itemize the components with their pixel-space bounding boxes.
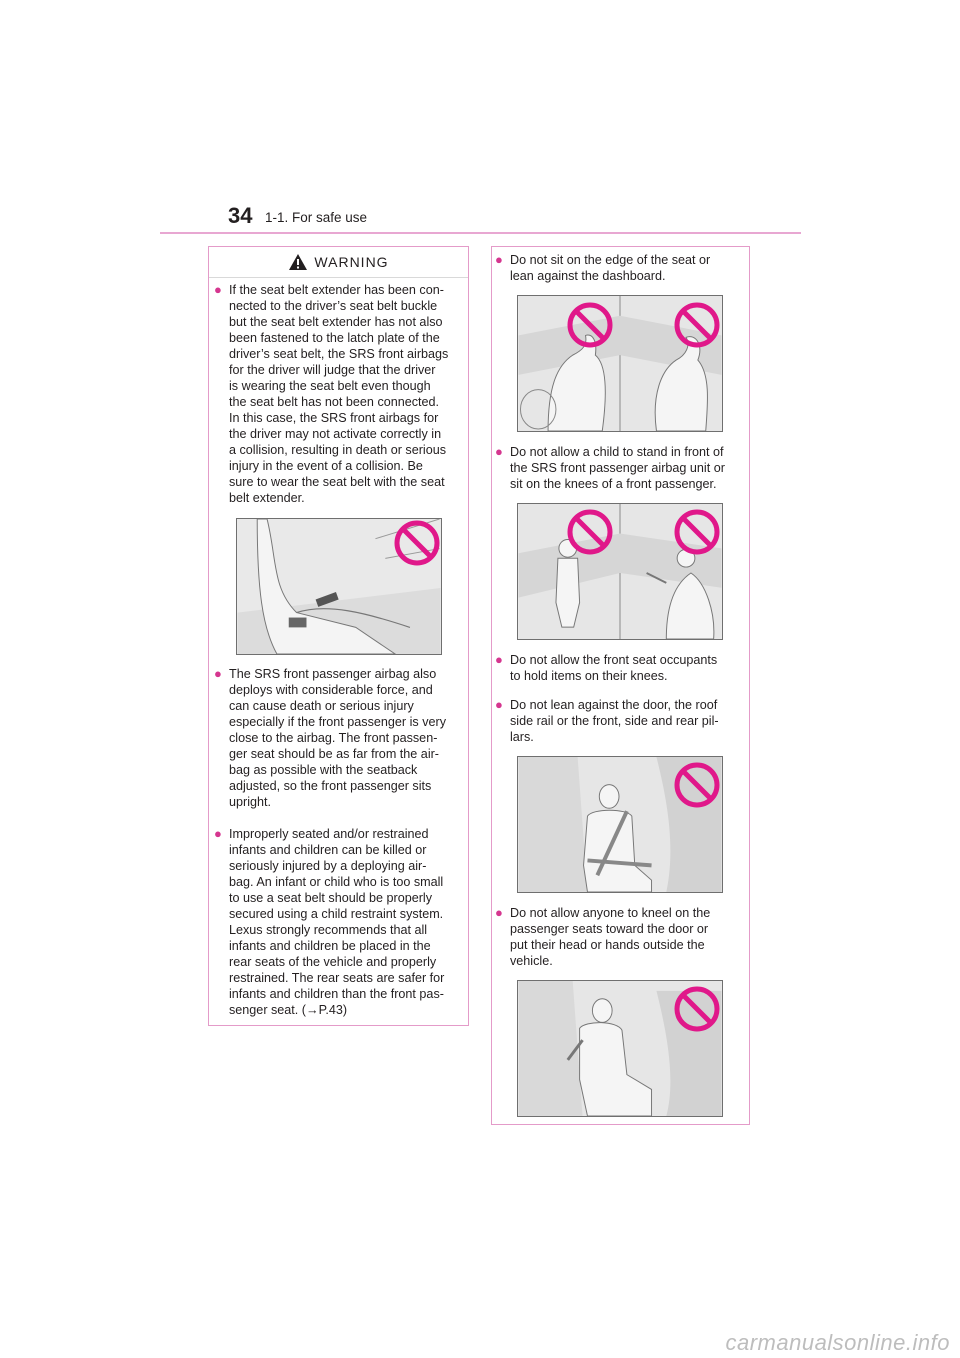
item-text: Do not allow a child to stand in front of the SRS front passenger airbag unit or sit on the knees of a front passenger. — [510, 445, 725, 491]
bullet: ● — [495, 652, 503, 667]
item-text: Do not allow anyone to kneel on the passenger seats toward the door or put their head or hands outside the vehicle. — [510, 906, 711, 968]
item-text: The SRS front passenger airbag also deploys with considerable force, and can cause death or serious injury especially if the front passenger is very close to the airbag. The front passen- ger seat should be as far from the air- bag as possible with the seatback adjusted, so the front passenger sits upright. — [229, 667, 446, 809]
list-item — [495, 905, 745, 969]
prohibited-icon — [674, 986, 720, 1032]
page-number: 34 — [228, 203, 253, 228]
prohibited-icon — [567, 302, 613, 348]
list-item — [214, 826, 464, 1018]
list-item — [495, 444, 745, 492]
list-item — [214, 666, 464, 810]
bullet: ● — [495, 252, 503, 267]
header-divider — [160, 232, 801, 234]
warning-header — [209, 247, 468, 278]
list-item — [495, 697, 745, 745]
list-item — [214, 282, 464, 506]
item-text: Do not allow the front seat occupants to hold items on their knees. — [510, 653, 718, 683]
bullet: ● — [495, 905, 503, 920]
prohibited-icon — [674, 509, 720, 555]
prohibited-icon — [394, 520, 440, 566]
bullet: ● — [495, 697, 503, 712]
prohibited-icon — [674, 762, 720, 808]
watermark[interactable]: carmanualsonline.info — [725, 1330, 950, 1355]
warning-title: WARNING — [314, 254, 389, 270]
item-text: Do not lean against the door, the roof side rail or the front, side and rear pil- lars. — [510, 698, 719, 744]
item-text: Improperly seated and/or restrained infants and children can be killed or seriously injured by a deploying air- bag. An infant or child who is too small to use a seat belt should be properly secured using a child restraint system. Lexus strongly recommends that all infants and children be placed in the rear seats of the vehicle and properly restrained. The rear seats are safer for infants and children than the front pas- senger seat. (→P.43) — [229, 827, 445, 1017]
item-text: Do not sit on the edge of the seat or lean against the dashboard. — [510, 253, 711, 283]
prohibited-icon — [567, 509, 613, 555]
list-item — [495, 652, 745, 684]
bullet: ● — [495, 444, 503, 459]
prohibited-icon — [674, 302, 720, 348]
list-item — [495, 252, 745, 284]
bullet: ● — [214, 666, 222, 681]
bullet: ● — [214, 282, 222, 297]
warning-triangle-icon — [288, 253, 308, 271]
section-title: 1-1. For safe use — [265, 210, 368, 225]
item-text: If the seat belt extender has been con- nected to the driver’s seat belt buckle but the seat belt extender has not also been fastened to the latch plate of the driver’s seat belt, the SRS front airbags for the driver will judge that the driver is wearing the seat belt even though the seat belt has not been connected. In this case, the SRS front airbags for the driver may not activate correctly in a collision, resulting in death or serious injury in the event of a collision. Be sure to wear the seat belt with the seat belt extender. — [229, 283, 449, 505]
bullet: ● — [214, 826, 222, 841]
